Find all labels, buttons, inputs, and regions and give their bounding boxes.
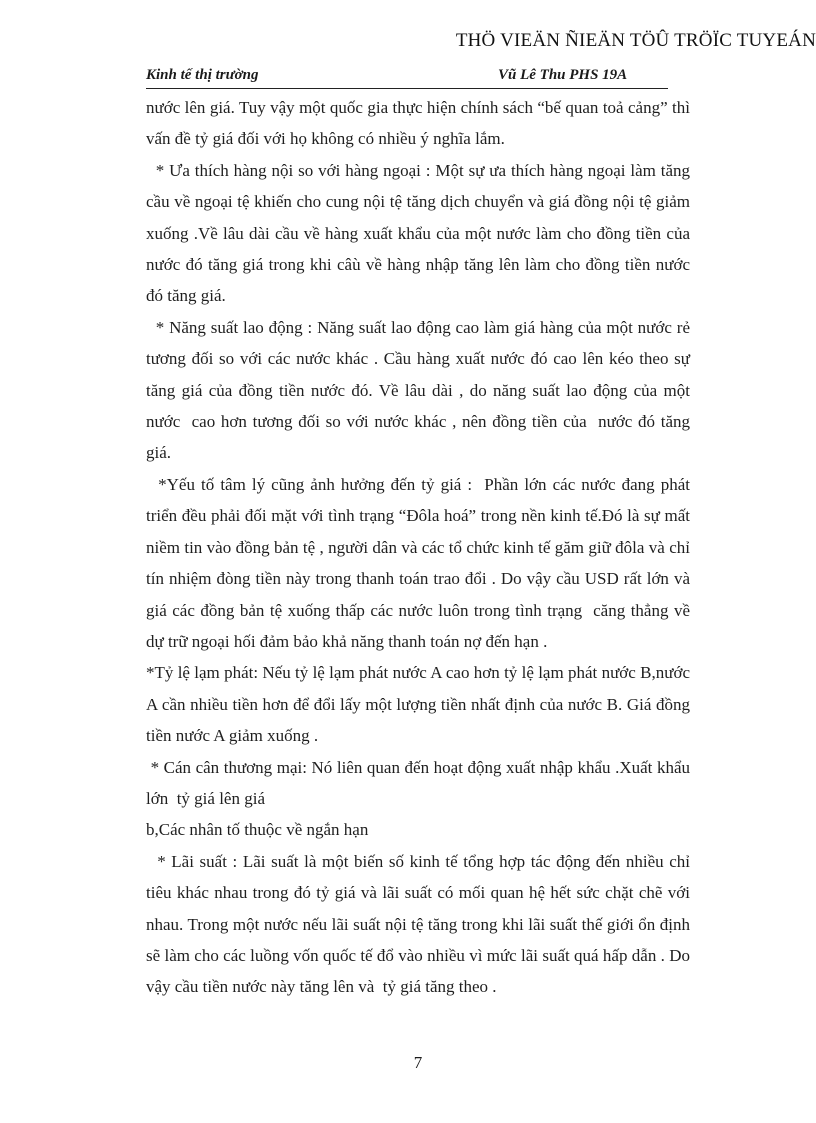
paragraph: * Năng suất lao động : Năng suất lao động cao làm giá hàng của một nước rẻ tương đối so với các nước khác . Cầu hàng xuất nước đó cao lên kéo theo sự tăng giá của đồng tiền nước đó. Về lâu dài , do năng suất lao động của một nước cao hơn tương đối so với nước khác , nên đồng tiền của nước đó tăng giá. [146, 317, 695, 463]
header-author: Vũ Lê Thu PHS 19A [498, 67, 628, 83]
document-body [146, 92, 699, 1003]
paragraph: * Ưa thích hàng nội so với hàng ngoại : Một sự ưa thích hàng ngoại làm tăng cầu về ngoại tệ khiến cho cung nội tệ tăng dịch chuyển và giá đồng nội tệ giảm xuống .Về lâu dài cầu về hàng xuất khẩu của một nước làm cho đồng tiền của nước đó tăng giá trong khi câù về hàng nhập tăng lên làm cho đồng tiền nước đó tăng giá. [146, 160, 695, 306]
paragraph: * Cán cân thương mại: Nó liên quan đến hoạt động xuất nhập khẩu .Xuất khẩu lớn tỷ giá lên giá [146, 757, 695, 808]
header-subject: Kinh tế thị trường [146, 67, 259, 83]
paragraph: * Lãi suất : Lãi suất là một biến số kinh tế tổng hợp tác động đến nhiều chỉ tiêu khác nhau trong đó tỷ giá và lãi suất có mối quan hệ hết sức chặt chẽ với nhau. Trong một nước nếu lãi suất nội tệ tăng trong khi lãi suất thế giới ổn định sẽ làm cho các luồng vốn quốc tế đổ vào nhiều vì mức lãi suất quá hấp dẫn . Do vậy cầu tiền nước này tăng lên và tỷ giá tăng theo . [146, 851, 695, 997]
paragraph: nước lên giá. Tuy vậy một quốc gia thực hiện chính sách “bế quan toả cảng” thì vấn đề tỷ giá đối với họ không có nhiều ý nghĩa lắm. [146, 98, 695, 149]
section-heading: b,Các nhân tố thuộc về ngắn hạn [146, 820, 369, 840]
library-banner: THÖ VIEÄN ÑIEÄN TÖÛ TRÖÏC TUYEÁN [455, 30, 816, 51]
paragraph: *Yếu tố tâm lý cũng ảnh hưởng đến tỷ giá : Phần lớn các nước đang phát triển đều phải đối mặt với tình trạng “Đôla hoá” trong nền kinh tế.Đó là sự mất niềm tin vào đồng bản tệ , người dân và các tổ chức kinh tế găm giữ đôla và chỉ tín nhiệm đòng tiền này trong thanh toán trao đổi . Do vậy cầu USD rất lớn và giá các đồng bản tệ xuống thấp các nước luôn trong tình trạng căng thẳng về dự trữ ngoại hối đảm bảo khả năng thanh toán nợ đến hạn . [146, 474, 699, 651]
paragraph: *Tỷ lệ lạm phát: Nếu tỷ lệ lạm phát nước A cao hơn tỷ lệ lạm phát nước B,nước A cần nhiều tiền hơn để đổi lấy một lượng tiền nhất định của nước B. Giá đồng tiền nước A giảm xuống . [146, 663, 695, 746]
running-header [146, 66, 668, 89]
page-number: 7 [413, 1053, 423, 1072]
